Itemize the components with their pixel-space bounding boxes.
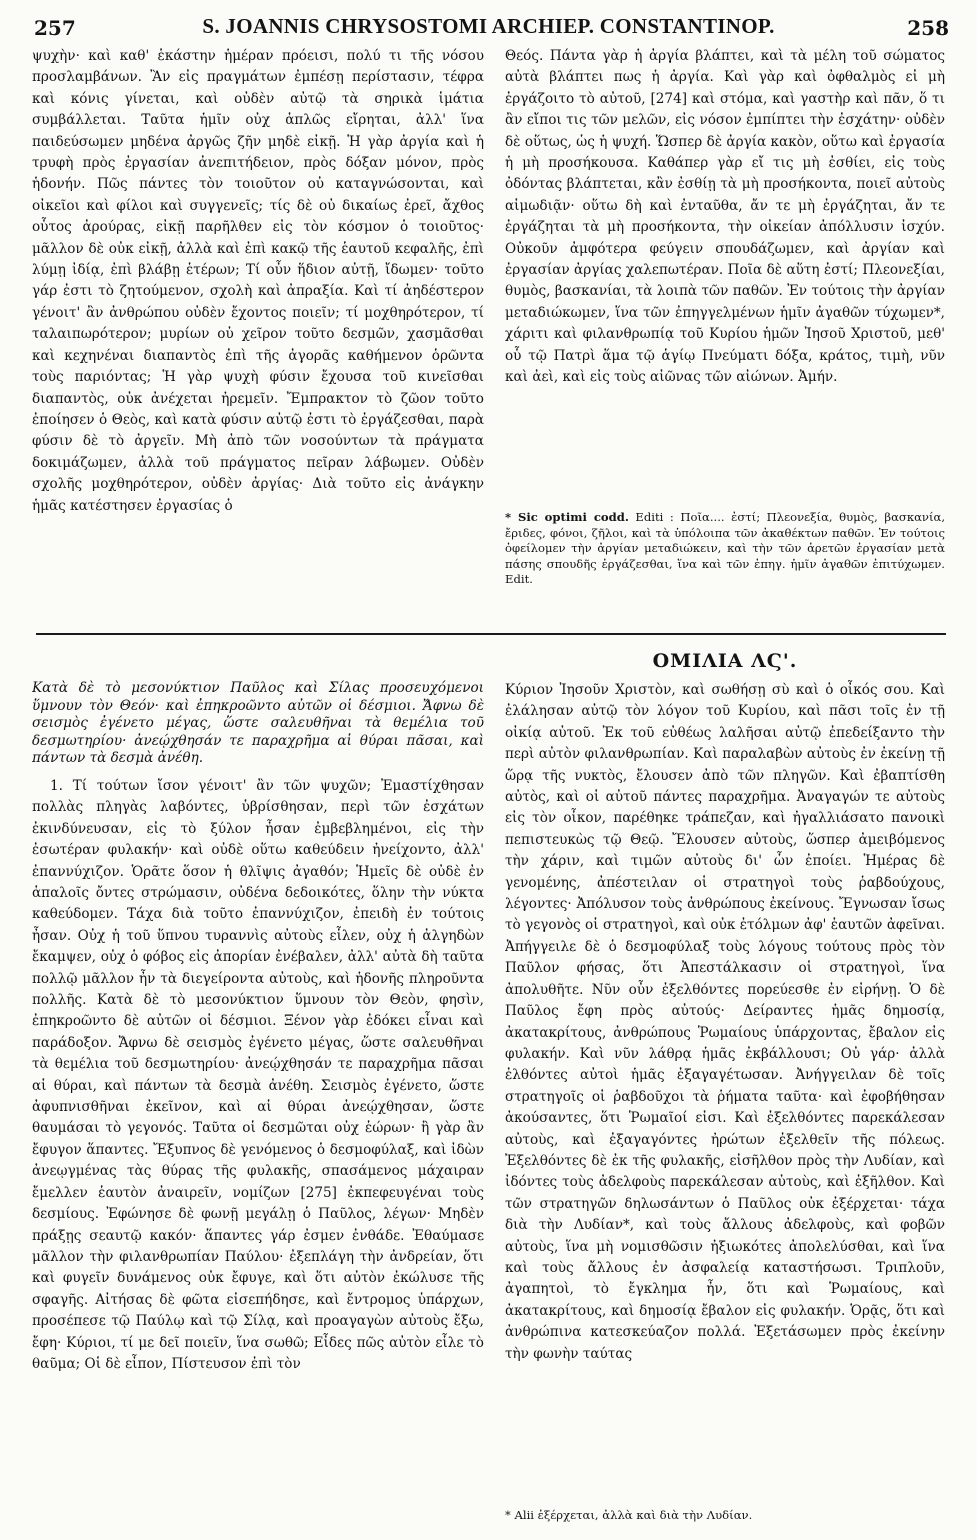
footnote-top — [505, 510, 945, 588]
footnote-top-mark: * Sic optimi codd. — [505, 510, 629, 524]
page-number-right: 258 — [907, 16, 949, 40]
paragraph-bottom-left: 1. Τί τούτων ἴσον γένοιτ' ἂν τῶν ψυχῶν; Ἐμαστίχθησαν πολλὰς πληγὰς λαβόντες, ὑβρίσθησαν, περὶ τῶν ἐσχάτων ἐκινδύνευσαν, εἰς τὸ ξύλον ἦσαν ἐμβεβλημένοι, εἰς τὴν ἐσωτέραν φυλακήν· καὶ οὐδὲ οὕτω καθεύδειν ἠνείχοντο, ἀλλ' ἐπαννύχιζον. Ὁρᾶτε ὅσον ἡ θλῖψις ἀγαθόν; Ἡμεῖς δὲ οὐδὲ ἐν ἁπαλοῖς ὄντες στρώμασιν, οὐδένα δεδοικότες, ὅλην τὴν νύκτα καθεύδομεν. Τάχα διὰ τοῦτο ἐπαννύχιζον, ἐπειδὴ ἐν τούτοις ἦσαν. Οὐχ ἡ τοῦ ὕπνου τυραννὶς αὐτοὺς εἷλεν, οὐχ ἡ ἀλγηδὼν ἔκαμψεν, οὐχ ὁ φόβος εἰς ἀπορίαν ἐνέβαλεν, ἀλλ' αὐτὰ δὴ ταῦτα πολλῷ μᾶλλον ἦν τὰ διεγείροντα αὐτοὺς, καὶ ἡδονῆς πληροῦντα πολλῆς. Κατὰ δὲ τὸ μεσονύκτιον ὕμνουν τὸν Θεὸν, φησὶν, ἐπηκροῶντο δὲ αὐτῶν οἱ δέσμιοι. Ξένον γὰρ ἐδόκει εἶναι καὶ παράδοξον. Ἄφνω δὲ σεισμὸς ἐγένετο μέγας, ὥστε σαλευθῆναι τὰ θεμέλια τοῦ δεσμωτηρίου· ἀνεῴχθησάν τε παραχρῆμα πᾶσαι αἱ θύραι, καὶ πάντων τὰ δεσμὰ ἀνέθη. Σεισμὸς ἐγένετο, ὥστε ἀφυπνισθῆναι ἐκεῖνον, καὶ αἱ θύραι ἀνεῴχθησαν, ὥστε θαυμάσαι τὸ γεγονός. Ταῦτα οἱ δεσμῶται οὐχ ἑώρων· ἢ γὰρ ἂν ἔφυγον ἅπαντες. Ἔξυπνος δὲ γενόμενος ὁ δεσμοφύλαξ, καὶ ἰδὼν ἀνεῳγμένας τὰς θύρας τῆς φυλακῆς, σπασάμενος μάχαιραν ἔμελλεν ἑαυτὸν ἀναιρεῖν, νομίζων [275] ἐκπεφευγέναι τοὺς δεσμίους. Ἐφώνησε δὲ φωνῇ μεγάλῃ ὁ Παῦλος, λέγων· Μηδὲν πράξῃς σεαυτῷ κακόν· ἅπαντες γάρ ἐσμεν ἐνθάδε. Ἐθαύμασε μᾶλλον τὴν φιλανθρωπίαν Παύλου· ἐξεπλάγη τὴν ἀνδρείαν, ὅτι καὶ φυγεῖν δυνάμενος οὐκ ἔφυγε, καὶ ὅτι αὐτὸν ἐκώλυσε τῆς σφαγῆς. Αἰτήσας δὲ φῶτα εἰσεπήδησε, καὶ ἔντρομος ὑπάρχων, προσέπεσε τῷ Παύλῳ καὶ τῷ Σίλᾳ, καὶ προαγαγὼν αὐτοὺς ἔξω, ἔφη· Κύριοι, τί με δεῖ ποιεῖν, ἵνα σωθῶ; Εἶδες πῶς αὐτὸν εἷλε τὸ θαῦμα; Οἱ δὲ εἶπον, Πίστευσον ἐπὶ τὸν — [32, 777, 484, 1372]
page-number-left: 257 — [34, 16, 76, 40]
paragraph-top-left: ψυχὴν· καὶ καθ' ἑκάστην ἡμέραν πρόεισι, πολύ τι τῆς νόσου προσλαμβάνων. Ἂν εἰς πραγμάτων ἐμπέσῃ περίστασιν, τέφρα καὶ κόνις γίνεται, καὶ οὐδὲν αὐτῷ τὰ σηρικὰ ἱμάτια συμβάλλεται. Ταῦτα ἡμῖν οὐχ ἁπλῶς εἴρηται, ἀλλ' ἵνα παιδεύσωμεν μηδένα ἀργῶς ζῆν μηδὲ εἰκῇ. Ἡ γὰρ ἀργία καὶ ἡ τρυφὴ πρὸς ἐργασίαν ἀνεπιτήδειον, πρὸς δόξαν μόνον, πρὸς ἡδονήν. Πῶς πάντες τὸν τοιοῦτον οὐ καταγνώσονται, καὶ οἰκεῖοι καὶ φίλοι καὶ συγγενεῖς; τίς δὲ οὐ δικαίως ἐρεῖ, ἄχθος οὗτος ἀρούρας, εἰκῇ παρῆλθεν εἰς τὸν κόσμον ὁ τοιοῦτος· μᾶλλον δὲ οὐκ εἰκῇ, ἀλλὰ καὶ ἐπὶ κακῷ τῆς ἑαυτοῦ κεφαλῆς, ἐπὶ λύμῃ ἰδίᾳ, ἐπὶ βλάβῃ ἑτέρων; Τί οὖν ἥδιον αὐτῇ, ἴδωμεν· τοῦτο γάρ ἐστι τὸ ζητούμενον, σχολὴ καὶ ἀπραξία. Καὶ τί ἀηδέστερον γένοιτ' ἂν ἀνθρώπου οὐδὲν ἔχοντος ποιεῖν; τί μοχθηρότερον, τί ταλαιπωρότερον; μυρίων οὐ χεῖρον τοῦτο δεσμῶν, χασμᾶσθαι καὶ κεχηνέναι διαπαντὸς ἐπὶ τῆς ἀγορᾶς καθήμενον ὁρῶντα τοὺς παριόντας; Ἡ γὰρ ψυχὴ φύσιν ἔχουσα τοῦ κινεῖσθαι διαπαντὸς, οὐκ ἀνέχεται ἠρεμεῖν. Ἔμπρακτον τὸ ζῶον τοῦτο ἐποίησεν ὁ Θεὸς, καὶ κατὰ φύσιν αὐτῷ ἐστι τὸ ἐργάζεσθαι, παρὰ φύσιν δὲ τὸ ἀργεῖν. Μὴ ἀπὸ τῶν νοσούντων τὰ πράγματα δοκιμάζωμεν, ἀλλὰ τοῦ πράγματος πεῖραν λάβωμεν. Οὐδὲν σχολῆς μοχθηρότερον, οὐδὲν ἀργίας· Διὰ τοῦτο εἰς ἀνάγκην ἡμᾶς κατέστησεν ἐργασίας ὁ — [32, 48, 484, 514]
paragraph-bottom-right: Κύριον Ἰησοῦν Χριστὸν, καὶ σωθήσῃ σὺ καὶ ὁ οἶκός σου. Καὶ ἐλάλησαν αὐτῷ τὸν λόγον τοῦ Κυρίου, καὶ πᾶσι τοῖς ἐν τῇ οἰκίᾳ αὐτοῦ. Ἐκ τοῦ εὐθέως λαλῆσαι αὐτῷ ἐπεδείξαντο τὴν περὶ αὐτὸν φιλανθρωπίαν. Καὶ παραλαβὼν αὐτοὺς ἐν ἐκείνῃ τῇ ὥρᾳ τῆς νυκτὸς, ἔλουσεν ἀπὸ τῶν πληγῶν. Καὶ ἐβαπτίσθη αὐτὸς, καὶ οἱ αὐτοῦ πάντες παραχρῆμα. Ἀναγαγών τε αὐτοὺς εἰς τὸν οἶκον, παρέθηκε τράπεζαν, καὶ ἠγαλλιάσατο πανοικὶ πεπιστευκὼς τῷ Θεῷ. Ἔλουσεν αὐτοὺς, ὥσπερ ἀμειβόμενος τὴν χάριν, καὶ τιμῶν αὐτοὺς δι' ὧν ἐποίει. Ἡμέρας δὲ γενομένης, ἀπέστειλαν οἱ στρατηγοὶ τοὺς ῥαβδούχους, λέγοντες· Ἀπόλυσον τοὺς ἀνθρώπους ἐκείνους. Ἔγνωσαν ἴσως τὸ γεγονὸς οἱ στρατηγοὶ, καὶ οὐκ ἐτόλμων ἀφ' ἑαυτῶν ἀφεῖναι. Ἀπήγγειλε δὲ ὁ δεσμοφύλαξ τοὺς λόγους τούτους πρὸς τὸν Παῦλον φήσας, ὅτι Ἀπεστάλκασιν οἱ στρατηγοὶ, ἵνα ἀπολυθῆτε. Νῦν οὖν ἐξελθόντες πορεύεσθε ἐν εἰρήνῃ. Ὁ δὲ Παῦλος ἔφη πρὸς αὐτούς· Δείραντες ἡμᾶς δημοσίᾳ, ἀκατακρίτους, ἀνθρώπους Ῥωμαίους ὑπάρχοντας, ἔβαλον εἰς φυλακήν. Καὶ νῦν λάθρᾳ ἡμᾶς ἐκβάλλουσι; Οὐ γάρ· ἀλλὰ ἐλθόντες αὐτοὶ ἡμᾶς ἐξαγαγέτωσαν. Ἀνήγγειλαν δὲ τοῖς στρατηγοῖς οἱ ῥαβδοῦχοι τὰ ῥήματα ταῦτα· καὶ ἐφοβήθησαν ἀκούσαντες, ὅτι Ῥωμαῖοί εἰσι. Καὶ ἐξελθόντες παρεκάλεσαν αὐτοὺς, καὶ ἐξαγαγόντες ἠρώτων ἐξελθεῖν τῆς πόλεως. Ἐξελθόντες δὲ ἐκ τῆς φυλακῆς, εἰσῆλθον πρὸς τὴν Λυδίαν, καὶ ἰδόντες τοὺς ἀδελφοὺς παρεκάλεσαν αὐτοὺς, καὶ ἐξῆλθον. Καὶ τῶν στρατηγῶν δηλωσάντων ὁ Παῦλος οὐκ ἐξέρχεται· τάχα διὰ τὴν Λυδίαν*, καὶ τοὺς ἄλλους ἀδελφοὺς, καὶ φοβῶν αὐτοὺς, ἵνα μὴ νομισθῶσιν ἠξιωκότες ἀπολελύσθαι, καὶ ἵνα καὶ τοὺς ἄλλους ἐν ἀσφαλείᾳ καταστήσωσι. Τριπλοῦν, ἀγαπητοὶ, τὸ ἔγκλημα ἦν, ὅτι καὶ Ῥωμαίους, καὶ ἀκατακρίτους, καὶ δημοσίᾳ ἔβαλον εἰς φυλακήν. Ὁρᾷς, ὅτι καὶ ἀνθρώπινα κατεσκεύαζον πολλά. Ἐξετάσωμεν πρὸς ἐκείνην τὴν φωνὴν ταύτας — [505, 682, 945, 1362]
scripture-lemma: Κατὰ δὲ τὸ μεσονύκτιον Παῦλος καὶ Σίλας προσευχόμενοι ὕμνουν τὸν Θεόν· καὶ ἐπηκροῶντο αὐτῶν οἱ δέσμιοι. Ἄφνω δὲ σεισμὸς ἐγένετο μέγας, ὥστε σαλευθῆναι τὰ θεμέλια τοῦ δεσμωτηρίου· ἀνεῴχθησάν τε παραχρῆμα αἱ θύραι πᾶσαι, καὶ πάντων τὰ δεσμὰ ἀνέθη. — [32, 680, 484, 767]
column-bottom-left — [32, 680, 484, 1525]
column-top-right — [505, 46, 945, 506]
column-top-left — [32, 46, 484, 621]
running-title: S. JOANNIS CHRYSOSTOMI ARCHIEP. CONSTANTINOP. — [202, 14, 775, 38]
page-header — [0, 14, 977, 42]
homily-title: ΟΜΙΛΙΑ ΛϚ'. — [652, 650, 798, 672]
paragraph-top-right: Θεός. Πάντα γὰρ ἡ ἀργία βλάπτει, καὶ τὰ μέλη τοῦ σώματος αὐτὰ βλάπτει πως ἡ ἀργία. Καὶ γὰρ καὶ ὀφθαλμὸς εἰ μὴ ἐργάζοιτο τὸ αὐτοῦ, [274] καὶ στόμα, καὶ γαστὴρ καὶ πᾶν, ὅ τι ἂν εἴποι τις τῶν μελῶν, εἰς νόσον ἐμπίπτει τὴν ἐσχάτην· οὐδὲν δὲ οὕτως, ὡς ἡ ψυχή. Ὥσπερ δὲ ἀργία κακὸν, οὕτω καὶ ἐργασία ἡ μὴ προσήκουσα. Καθάπερ γὰρ εἴ τις μὴ ἐσθίει, εἰς τοὺς ὀδόντας βλάπτεται, κἂν ἐσθίῃ τὰ μὴ προσήκοντα, ποιεῖ αὐτοὺς αἱμωδιᾷν· οὕτω δὴ καὶ ἐνταῦθα, ἄν τε μὴ ἐργάζηται, ἄν τε ἐργάζηται τὰ μὴ προσήκοντα, τὴν οἰκείαν ἀπόλλυσιν ἰσχύν. Οὐκοῦν ἀμφότερα φεύγειν σπουδάζωμεν, καὶ ἀργίαν καὶ ἐργασίαν ἀργίας χαλεπωτέραν. Ποῖα δὲ αὕτη ἐστί; Πλεονεξίαι, θυμὸς, βασκανίαι, τὰ λοιπὰ τῶν παθῶν. Ἐν τούτοις τὴν ἀργίαν μεταδιώκωμεν, ἵνα τῶν ἐπηγγελμένων ἡμῖν ἀγαθῶν τύχωμεν*, χάριτι καὶ φιλανθρωπίᾳ τοῦ Κυρίου ἡμῶν Ἰησοῦ Χριστοῦ, μεθ' οὗ τῷ Πατρὶ ἅμα τῷ ἁγίῳ Πνεύματι δόξα, κράτος, τιμὴ, νῦν καὶ ἀεὶ, καὶ εἰς τοὺς αἰῶνας τῶν αἰώνων. Ἀμήν. — [505, 48, 945, 386]
column-bottom-right — [505, 680, 945, 1500]
section-divider — [36, 633, 946, 635]
footnote-top-text: Editi : Ποῖα.... ἐστί; Πλεονεξία, θυμὸς, βασκανία, ἔριδες, φόνοι, ζῆλοι, καὶ τὰ ὑπόλοιπα τῶν ἀκαθέκτων παθῶν. Ἐν τούτοις ὀφείλομεν τὴν ἀργίαν μεταδιώκειν, καὶ τὴν τῶν ἀρετῶν ἐργασίαν μετὰ πάσης σπουδῆς ἐργάζεσθαι, ἵνα καὶ τῶν ἐπηγ. ἡμῖν ἀγαθῶν ἐπιτύχωμεν. Edit. — [505, 510, 946, 586]
footnote-bottom: * Alii ἐξέρχεται, ἀλλὰ καὶ διὰ τὴν Λυδίαν. — [505, 1508, 753, 1522]
